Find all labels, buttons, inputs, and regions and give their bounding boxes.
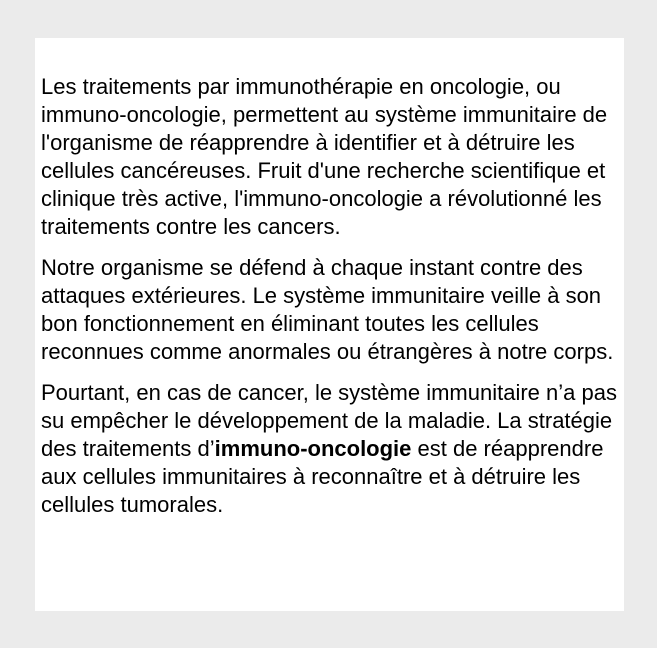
bold-text-segment: immuno-oncologie xyxy=(214,436,412,461)
text-segment: Les traitements par immunothérapie en oncologie, ou immuno-oncologie, permettent au système immunitaire de l'organisme de réapprendre à identifier et à détruire les cellules cancéreuses. Fruit d'une recherche scientifique et clinique très active, l'immuno-oncologie a révolutionné les traitements contre les cancers. xyxy=(41,74,608,239)
content-panel xyxy=(35,38,624,611)
paragraph xyxy=(41,73,623,241)
text-segment: Pourtant, en cas de cancer, le système immunitaire n’a pas su empêcher le développement de la maladie. La stratégie des traitements d’ xyxy=(41,380,617,461)
paragraph xyxy=(41,379,623,519)
text-segment: est de réapprendre aux cellules immunitaires à reconnaître et à détruire les cellules tumorales. xyxy=(41,436,604,517)
article-text xyxy=(35,38,624,519)
paragraph xyxy=(41,254,623,366)
text-segment: Notre organisme se défend à chaque instant contre des attaques extérieures. Le système immunitaire veille à son bon fonctionnement en éliminant toutes les cellules reconnues comme anormales ou étrangères à notre corps. xyxy=(41,255,614,364)
